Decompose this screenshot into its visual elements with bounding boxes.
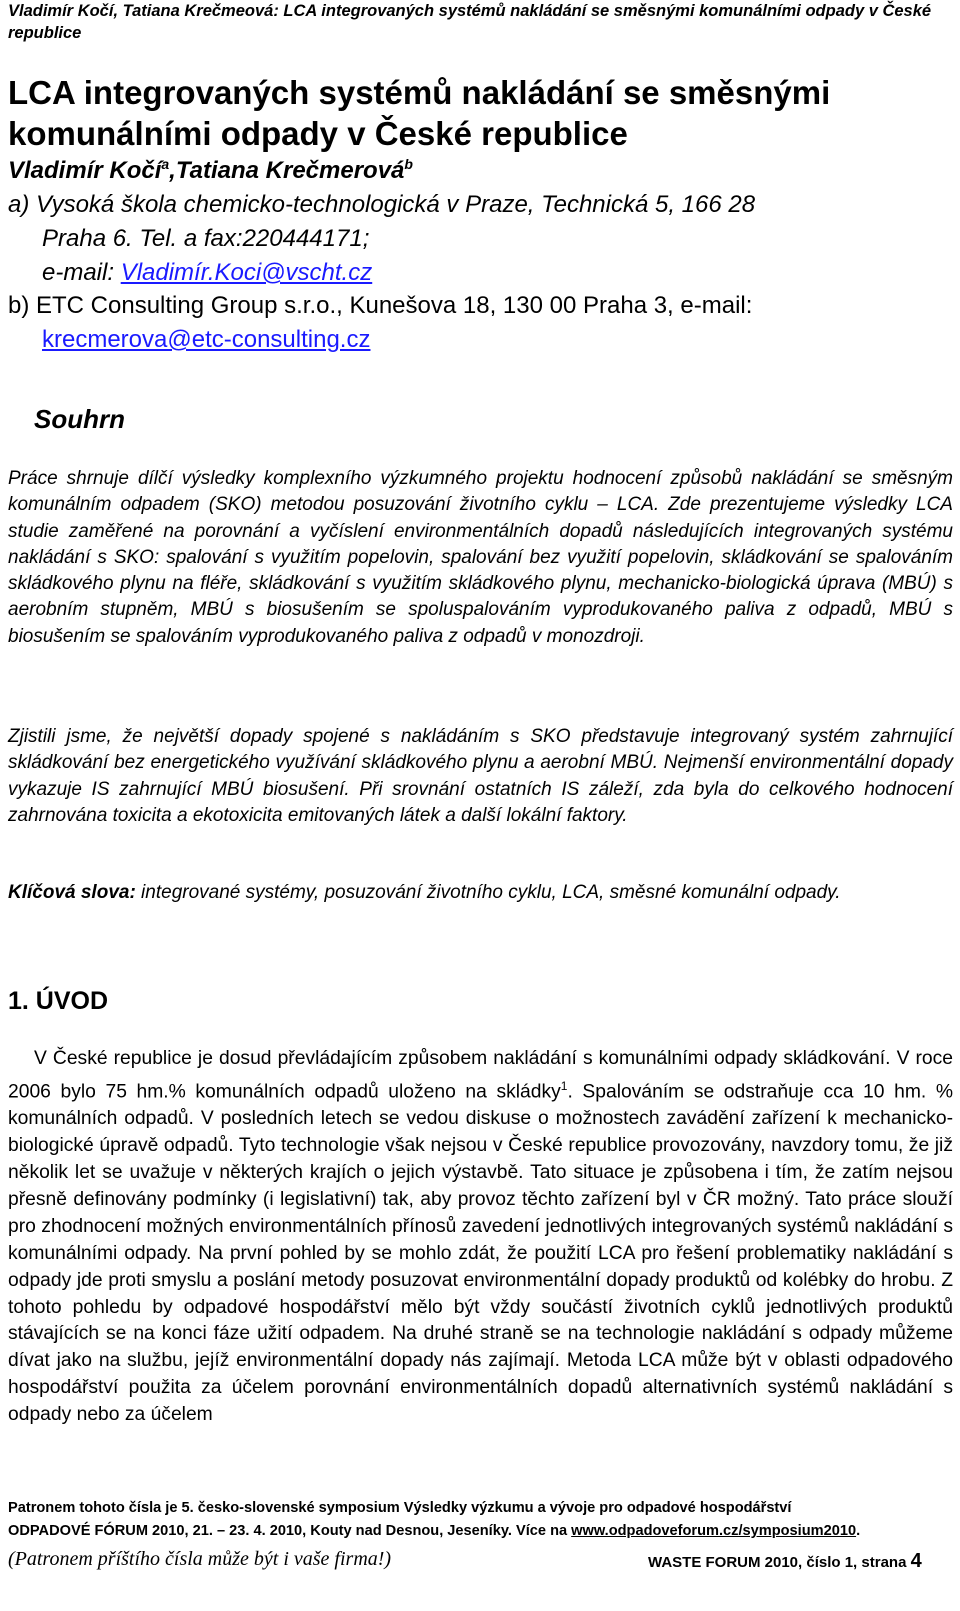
footer-line1: Patronem tohoto čísla je 5. česko-slovenské symposium Výsledky výzkumu a vývoje pro odpadové hospodářství [8,1500,792,1516]
footer-line2-suffix: . [856,1523,861,1539]
keywords-label: Klíčová slova: [8,882,136,903]
footer-line2 [8,1520,860,1542]
body-text [8,1046,953,1429]
section-heading: 1. ÚVOD [8,987,109,1015]
author-1: Vladimír Kočí [8,157,162,184]
running-head: Vladimír Kočí, Tatiana Krečmeová: LCA integrovaných systémů nakládání se směsnými komunálními odpady v České republice [8,2,932,42]
author-2: ,Tatiana Krečmerová [169,157,405,184]
body-text-part1: V České republice je dosud převládajícím způsobem nakládání s komunálními odpady skládkování. V roce 2006 bylo 75 hm.% komunálních odpadů uloženo na skládky [8,1048,953,1103]
email-prefix: e-mail: [42,259,121,286]
paper-title: LCA integrovaných systémů nakládání se směsnými komunálními odpady v České republice [8,74,831,152]
footer-patron-note: (Patronem příštího čísla může být i vaše firma!) [8,1548,392,1570]
footer-line2-prefix: ODPADOVÉ FÓRUM 2010, 21. – 23. 4. 2010, Kouty nad Desnou, Jeseníky. Více na [8,1523,572,1539]
affiliation-b [8,289,953,357]
email-link-krecmerova[interactable]: krecmerova@etc-consulting.cz [42,326,371,353]
affiliation-a-line3 [8,256,953,290]
symposium-link[interactable]: www.odpadoveforum.cz/symposium2010 [571,1523,857,1539]
keywords-text: integrované systémy, posuzování životního cyklu, LCA, směsné komunální odpady. [135,882,841,903]
email-link-koci[interactable]: Vladimír.Koci@vscht.cz [120,259,373,286]
affiliation-a-line2: Praha 6. Tel. a fax:220444171; [42,225,370,252]
abstract-paragraph-2: Zjistili jsme, že největší dopady spojené s nakládáním s SKO představuje integrovaný systém zahrnující skládkování bez energetického využívání skládkového plynu a aerobní MBÚ. Nejmenší environmentální dopady vykazuje IS zahrnující MBÚ biosušení. Při srovnání ostatních IS záleží, zda byla do celkového hodnocení zahrnována toxicita a ekotoxicita emitovaných látek a další lokální faktory. [8,726,953,826]
footer-issue-text: WASTE FORUM 2010, číslo 1, strana [648,1554,911,1571]
abstract-paragraph-1: Práce shrnuje dílčí výsledky komplexního výzkumného projektu hodnocení způsobů nakládání se směsným komunálním odpadem (SKO) metodou posuzování životního cyklu – LCA. Zde prezentujeme výsledky LCA studie zaměřené na porovnání a vyčíslení environmentálních dopadů následujících integrovaných systému nakládání s SKO: spalování s využitím popelovin, spalování bez využití popelovin, skládkování se spalováním skládkového plynu na fléře, skládkování s využitím skládkového plynu, mechanicko-biologická úprava (MBÚ) s aerobním stupněm, MBÚ s biosušením se spoluspalováním vyprodukovaného paliva z odpadů, MBÚ s biosušením se spalováním vyprodukovaného paliva z odpadů v monozdroji. [8,468,953,647]
body-text-part2: . Spalováním se odstraňuje cca 10 hm. % komunálních odpadů. V posledních letech se vedou diskuse o možnostech zavádění zařízení k mechanicko-biologické úpravě odpadů. Tyto technologie však nejsou v České republice provozovány, navzdory tomu, že již několik let se uvažuje v některých krajích o jejich výstavbě. Tato situace je způsobena i tím, že zatím nejsou přesně definovány podmínky (i legislativní) tak, aby provoz těchto zařízení byl v ČR možný. Tato práce slouží pro zhodnocení možných environmentálních přínosů zavedení jednotlivých integrovaných systémů nakládání s komunálními odpady. Na první pohled by se mohlo zdát, že použití LCA pro řešení problematiky nakládání s odpady jde proti smyslu a poslání metody posuzovat environmentální dopady produktů od kolébky do hrobu. Z tohoto pohledu by odpadové hospodářství mělo být vždy součástí životních cyklů jednotlivých produktů stávajících se na konci fáze užití odpadem. Na druhé straně se na technologie nakládání s odpady můžeme dívat jako na službu, jejíž environmentální dopady nás zajímají. Metoda LCA může být v oblasti odpadového hospodářství použita za účelem porovnání environmentálních dopadů alternativních systémů nakládání s odpady nebo za účelem [8,1081,953,1426]
keywords [8,880,953,906]
author-1-sup: a [161,156,170,172]
author-2-sup: b [404,156,413,172]
authors [8,148,413,187]
body-paragraph [8,1046,953,1429]
affiliation-a [8,188,953,290]
abstract-heading: Souhrn [34,404,125,434]
affiliation-a-line1: a) Vysoká škola chemicko-technologická v Praze, Technická 5, 166 28 [8,191,756,218]
affiliation-b-line1: b) ETC Consulting Group s.r.o., Kunešova 18, 130 00 Praha 3, e-mail: [8,292,753,319]
page-number: 4 [910,1550,922,1572]
footnote-ref[interactable]: 1 [560,1078,568,1093]
footer-issue-info [648,1548,922,1576]
